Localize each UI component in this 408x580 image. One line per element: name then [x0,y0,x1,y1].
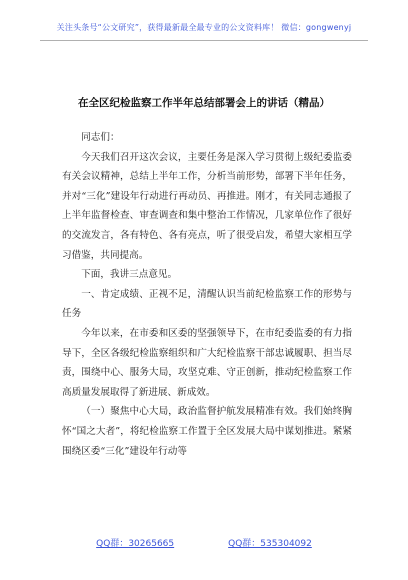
paragraph: 下面，我讲三点意见。 [81,269,178,281]
header-note: 关注头条号“公文研究”，获得最新最全最专业的公文资料库！ 微信：gongwenyj [56,23,352,32]
salutation: 同志们： [81,132,120,143]
header-divider [40,40,368,41]
paragraph: （一）聚焦中心大局，政治监督护航发展精准有效。我们始终胸怀“国之大者”，将纪检监察工作置于全区发展大局中谋划推进。紧紧围绕区委“三化”建设年行动等 [62,406,352,457]
footer-qq-group-2[interactable]: QQ群：535304092 [228,539,312,549]
document-title: 在全区纪检监察工作半年总结部署会上的讲话（精品） [78,97,330,109]
section-heading: 一、肯定成绩、正视不足，清醒认识当前纪检监察工作的形势与任务 [62,288,352,320]
footer-qq-group-1[interactable]: QQ群：30265665 [96,539,175,549]
footer [0,536,408,549]
document-body [62,122,352,461]
paragraph: 今年以来，在市委和区委的坚强领导下，在市纪委监委的有力指导下，全区各级纪检监察组织和广大纪检监察干部忠诚履职、担当尽责，围绕中心、服务大局，攻坚克难、守正创新，推动纪检监察工作高质量发展取得了新进展、新成效。 [62,327,352,398]
paragraph: 今天我们召开这次会议，主要任务是深入学习贯彻上级纪委监委有关会议精神，总结上半年工作，分析当前形势，部署下半年任务，并对“三化”建设年行动进行再动员、再推进。刚才，有关同志通报了上半年监督检查、审查调查和集中整治工作情况，几家单位作了很好的交流发言，各有特色、各有亮点，听了很受启发，希望大家相互学习借鉴，共同提高。 [62,151,352,261]
